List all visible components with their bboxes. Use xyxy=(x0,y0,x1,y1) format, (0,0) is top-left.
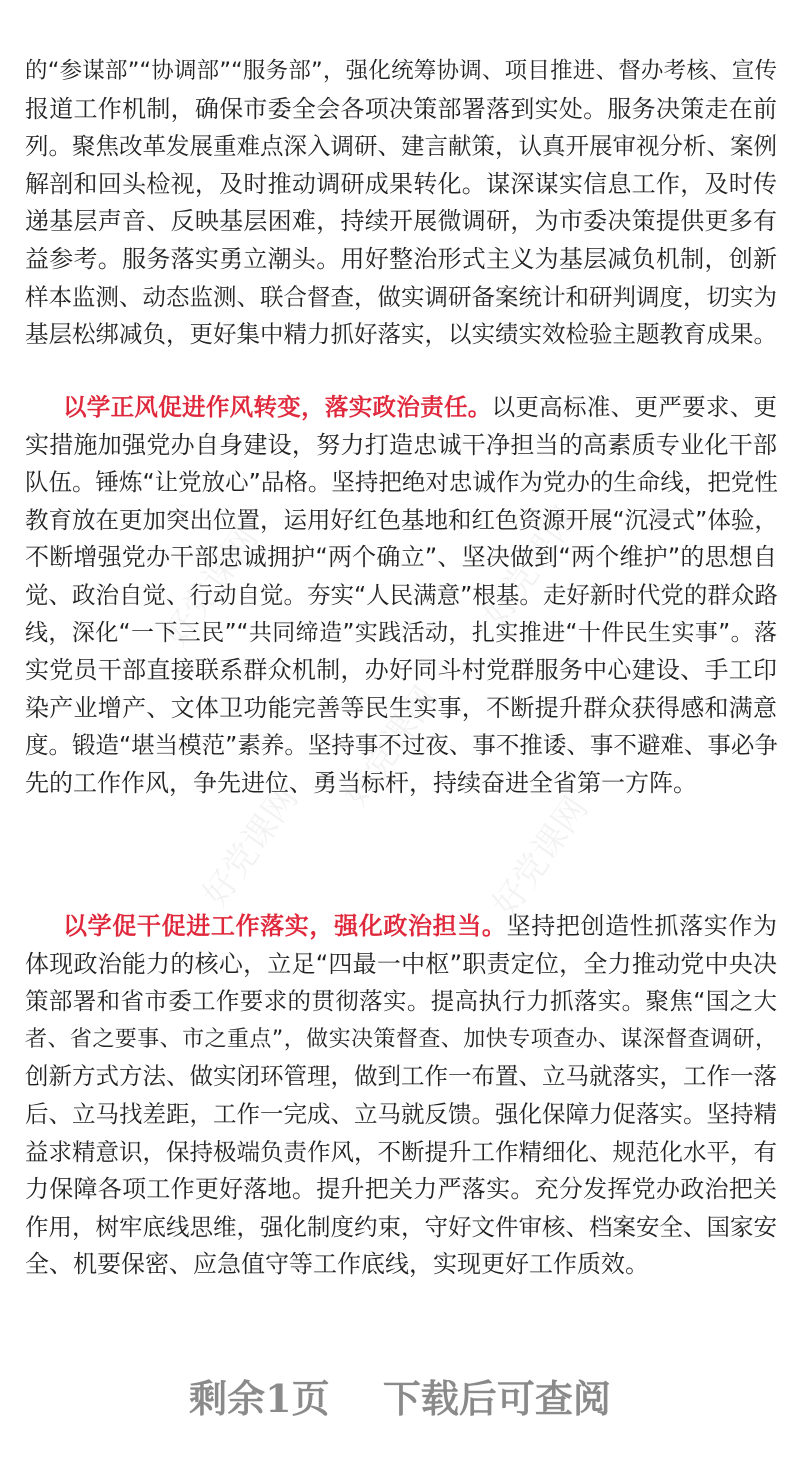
text-line: 体现政治能力的核心，立足“四最一中枢”职责定位，全力推动党中央决 xyxy=(25,949,777,978)
text-line: 染产业增产、文体卫功能完善等民生实事，不断提升群众获得感和满意 xyxy=(25,693,777,722)
paragraph-heading: 以学正风促进作风转变，落实政治责任。 xyxy=(63,393,492,421)
text-line: 后、立马找差距，工作一完成、立马就反馈。强化保障力促落实。坚持精 xyxy=(25,1099,777,1128)
text-line: 先的工作作风，争先进位、勇当标杆，持续奋进全省第一方阵。 xyxy=(25,768,697,797)
text-line: 度。锻造“堪当模范”素养。坚持事不过夜、事不推诿、事不避难、事必争 xyxy=(25,731,778,760)
text-line: 线，深化“一下三民”“共同缔造”实践活动，扎实推进“十件民生实事”。落 xyxy=(25,619,777,646)
watermark: 好党课网 xyxy=(155,519,267,654)
text-line: 解剖和回头检视，及时推动调研成果转化。谋深谋实信息工作，及时传 xyxy=(25,169,777,198)
paragraph-first-line xyxy=(25,389,777,427)
text-line: 递基层声音、反映基层困难，持续开展微调研，为市委决策提供更多有 xyxy=(25,207,777,236)
text-line: 基层松绑减负，更好集中精力抓好落实，以实绩实效检验主题教育成果。 xyxy=(25,320,777,349)
watermark: 好党课网 xyxy=(485,789,597,924)
text-line: 觉、政治自觉、行动自觉。夯实“人民满意”根基。走好新时代党的群众路 xyxy=(25,580,778,609)
paragraph-style-transformation xyxy=(25,389,777,803)
paragraph-text: 以更高标准、更严要求、更 xyxy=(491,393,778,421)
paragraph-first-line xyxy=(25,908,777,946)
paragraph-text: 坚持把创造性抓落实作为 xyxy=(506,912,778,940)
text-line: 全、机要保密、应急值守等工作底线，实现更好工作质效。 xyxy=(25,1250,649,1279)
download-prompt[interactable] xyxy=(0,1368,800,1423)
text-line: 益参考。服务落实勇立潮头。用好整治形式主义为基层减负机制，创新 xyxy=(25,244,777,273)
text-line: 益求精意识，保持极端负责作风，不断提升工作精细化、规范化水平，有 xyxy=(25,1137,777,1166)
text-line: 创新方式方法、做实闭环管理，做到工作一布置、立马就落实，工作一落 xyxy=(25,1062,777,1091)
watermark: 好党课网 xyxy=(475,499,587,634)
text-line: 列。聚焦改革发展重难点深入调研、建言献策，认真开展审视分析、案例 xyxy=(25,132,777,161)
remaining-pages-text: 剩余1页 xyxy=(189,1376,330,1421)
paragraph-work-implementation xyxy=(25,908,777,1284)
text-line: 作用，树牢底线思维，强化制度约束，守好文件审核、档案安全、国家安 xyxy=(25,1212,777,1241)
text-line: 样本监测、动态监测、联合督查，做实调研备案统计和研判调度，切实为 xyxy=(25,282,777,311)
text-line: 教育放在更加突出位置，运用好红色基地和红色资源开展“沉浸式”体验， xyxy=(25,505,778,534)
text-line: 者、省之要事、市之重点”，做实决策督查、加快专项查办、谋深督查调研， xyxy=(25,1026,777,1052)
text-line: 队伍。锤炼“让党放心”品格。坚持把绝对忠诚作为党办的生命线，把党性 xyxy=(25,468,778,497)
text-line: 实党员干部直接联系群众机制，办好同斗村党群服务中心建设、手工印 xyxy=(25,656,777,685)
watermark: 好党课网 xyxy=(335,679,447,814)
download-to-read-text: 下载后可查阅 xyxy=(382,1376,611,1421)
paragraph-service xyxy=(25,53,777,354)
text-line: 报道工作机制，确保市委全会各项决策部署落到实处。服务决策走在前 xyxy=(25,94,777,123)
watermark: 好党课网 xyxy=(195,779,307,914)
text-line: 不断增强党办干部忠诚拥护“两个确立”、坚决做到“两个维护”的思想自 xyxy=(25,543,777,572)
text-line: 的“参谋部”“协调部”“服务部”，强化统筹协调、项目推进、督办考核、宣传 xyxy=(25,58,777,84)
text-line: 力保障各项工作更好落地。提升把关力严落实。充分发挥党办政治把关 xyxy=(25,1175,777,1204)
text-line: 策部署和省市委工作要求的贯彻落实。提高执行力抓落实。聚焦“国之大 xyxy=(25,987,777,1016)
text-line: 实措施加强党办自身建设，努力打造忠诚干净担当的高素质专业化干部 xyxy=(25,430,777,459)
paragraph-heading: 以学促干促进工作落实，强化政治担当。 xyxy=(63,912,507,940)
